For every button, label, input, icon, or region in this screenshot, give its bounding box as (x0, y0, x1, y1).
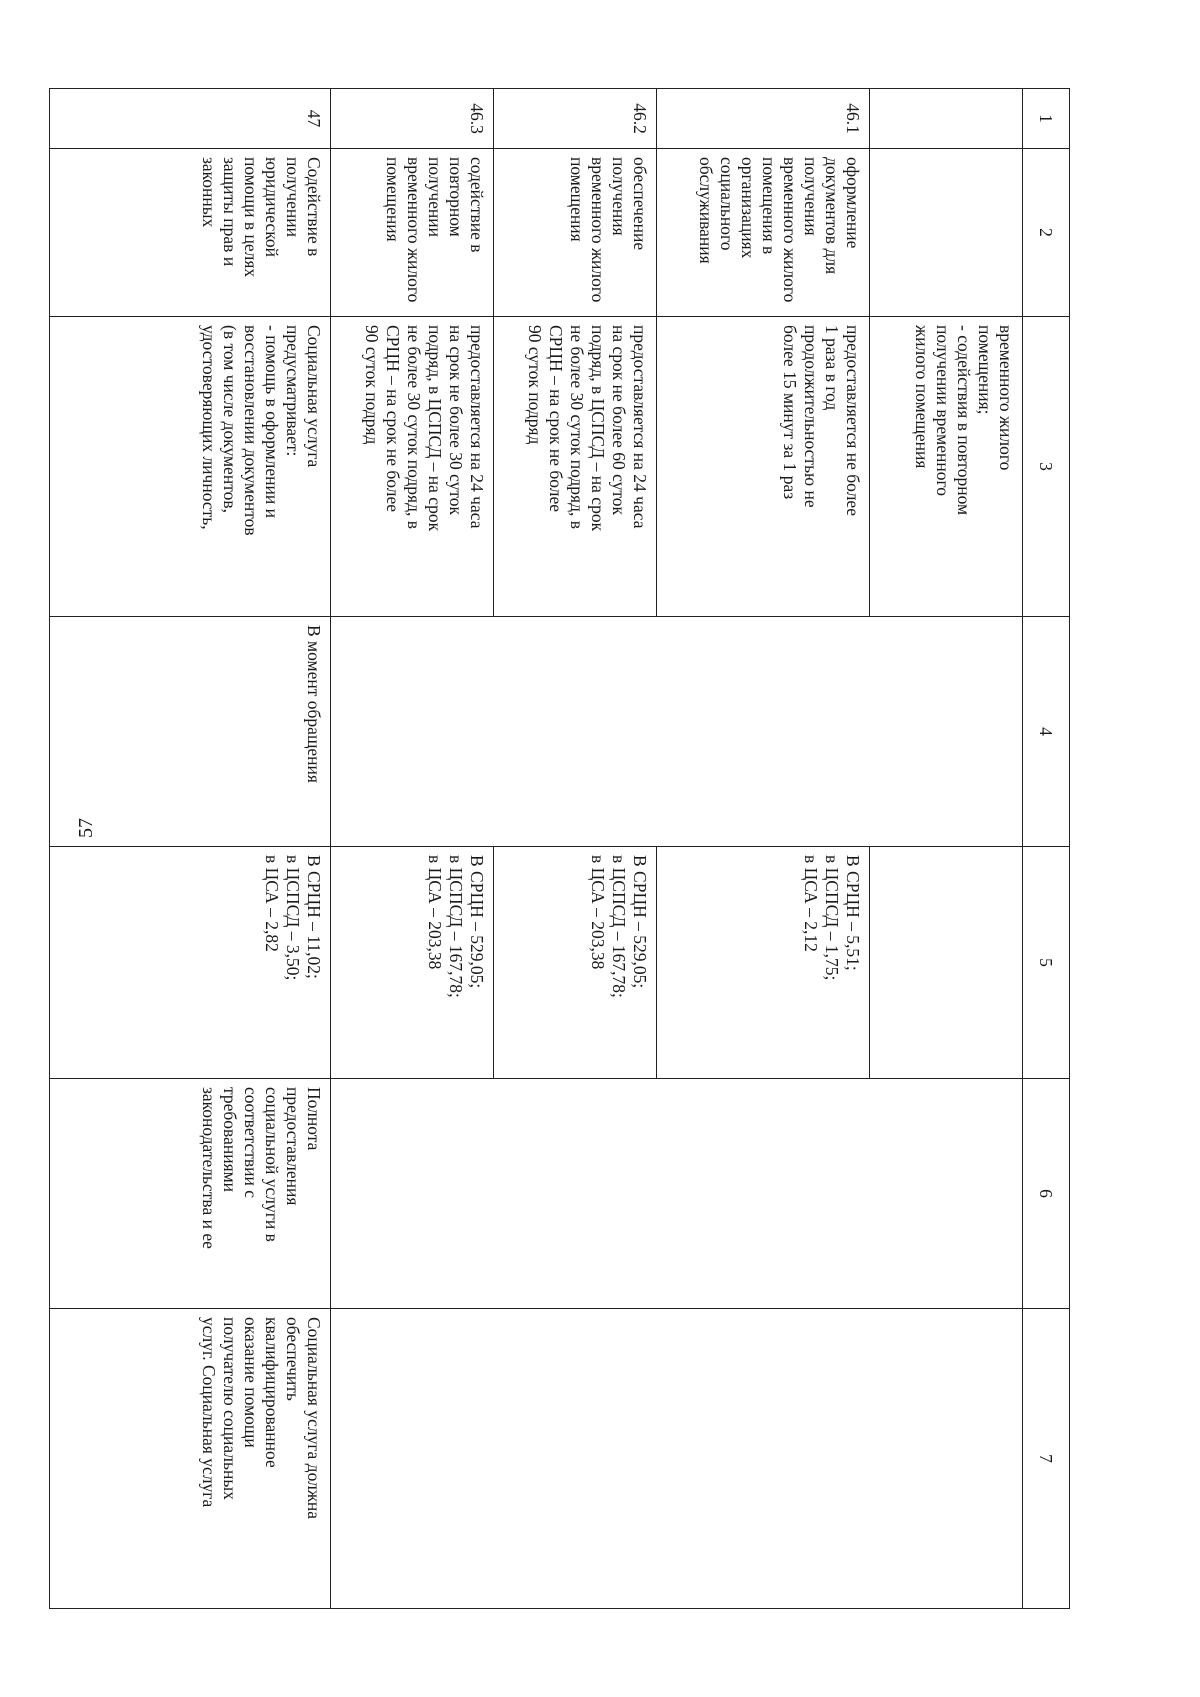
header-row (1023, 89, 1070, 1609)
header-cell-2: 2 (1023, 149, 1070, 317)
service-name-cell: содействие в повторном получении временного жилого помещения (331, 149, 494, 317)
services-table (49, 88, 1070, 1609)
row-number-cell: 47 (50, 89, 331, 149)
service-description-cell: Социальная услуга предусматривает: - помощь в оформлении и восстановлении документов (в том числе документов, удостоверяющих личность, (50, 317, 331, 617)
page-number: 57 (75, 818, 97, 838)
tariff-cell (870, 847, 1023, 1079)
conditions-cell (331, 1309, 1023, 1609)
service-name-cell: оформление документов для получения временного жилого помещения в организациях социального обслуживания (657, 149, 870, 317)
service-name-cell: Содействие в получении юридической помощи в целях защиты прав и законных (50, 149, 331, 317)
service-name-cell: обеспечение получения временного жилого помещения (494, 149, 657, 317)
header-cell-3: 3 (1023, 317, 1070, 617)
tariff-cell: В СРЦН – 529,05; в ЦСПСД – 167,78; в ЦСА – 203,38 (331, 847, 494, 1079)
row-number-cell: 46.2 (494, 89, 657, 149)
row-number-cell: 46.1 (657, 89, 870, 149)
header-cell-1: 1 (1023, 89, 1070, 149)
header-cell-4: 4 (1023, 617, 1070, 847)
service-name-cell (870, 149, 1023, 317)
row-number-cell (870, 89, 1023, 149)
row-number-cell: 46.3 (331, 89, 494, 149)
header-cell-6: 6 (1023, 1079, 1070, 1309)
table-row (870, 89, 1023, 1609)
header-cell-5: 5 (1023, 847, 1070, 1079)
header-cell-7: 7 (1023, 1309, 1070, 1609)
tariff-cell: В СРЦН – 11,02; в ЦСПСД – 3,50; в ЦСА – 2,82 (50, 847, 331, 1079)
service-description-cell: предоставляется не более 1 раза в год продолжительностью не более 15 минут за 1 раз (657, 317, 870, 617)
timing-cell (331, 617, 1023, 847)
timing-cell: В момент обращения (50, 617, 331, 847)
conditions-cell: Социальная услуга должна обеспечить квалифицированное оказание помощи получателю социальных услуг. Социальная услуга (50, 1309, 331, 1609)
tariff-cell: В СРЦН – 529,05; в ЦСПСД – 167,78; в ЦСА – 203,38 (494, 847, 657, 1079)
table-row (50, 89, 331, 1609)
service-description-cell: предоставляется на 24 часа на срок не более 30 суток подряд, в ЦСПСД – на срок не более 30 суток подряд, в СРЦН – на срок не более 90 суток подряд (331, 317, 494, 617)
service-description-cell: предоставляется на 24 часа на срок не более 60 суток подряд, в ЦСПСД – на срок не более 30 суток подряд, в СРЦН – на срок не более 90 суток подряд (494, 317, 657, 617)
services-table-rotated (124, 88, 1070, 1608)
quality-cell: Полнота предоставления социальной услуги в соответствии с требованиями законодательства и ее (50, 1079, 331, 1309)
quality-cell (331, 1079, 1023, 1309)
tariff-cell: В СРЦН – 5,51; в ЦСПСД – 1,75; в ЦСА – 2,12 (657, 847, 870, 1079)
service-description-cell: временного жилого помещения; - содействия в повторном получении временного жилого помещения (870, 317, 1023, 617)
